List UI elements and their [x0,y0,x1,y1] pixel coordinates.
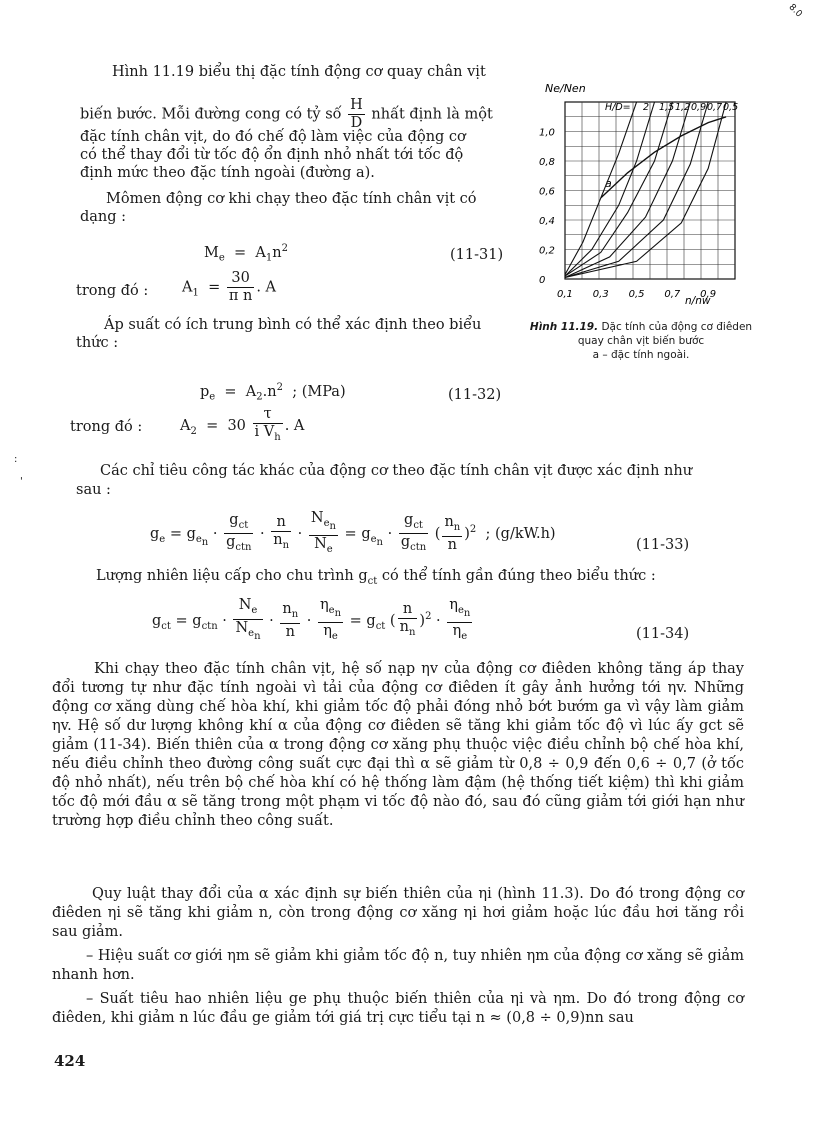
p1-line-3: đặc tính chân vịt, do đó chế độ làm việc của động cơ [80,129,466,145]
x-axis-label: n/nw [685,295,711,307]
paragraph-7: Quy luật thay đổi của α xác định sự biến thiên của ηi (hình 11.3). Do đó trong động cơ điêden ηi sẽ tăng khi giảm n, còn trong động cơ xăng ηi hơi giảm hoặc lúc đầu hơi tăng rồi sau giảm. [52,886,744,940]
y-tick-label: 0 [539,275,546,286]
curve-label: 1,5 [659,102,675,113]
p1-line-2: biến bước. Mỗi đường cong có tỷ số $\frac{H}{D}$ nhất định là một [80,97,493,131]
p3-line-2: thức : [76,335,119,351]
curve-label: 0,7 [707,102,723,113]
x-tick-label: 0,5 [628,289,645,300]
x-tick-label: 0,3 [592,289,609,300]
curve-header: H/D= [605,102,631,113]
p4-line-2: sau : [76,482,111,498]
curve-label: 0,5 [723,102,739,113]
y-tick-label: 0,8 [539,157,555,168]
y-tick-label: 1,0 [539,127,555,139]
equation-11-33-label: (11-33) [636,537,690,553]
equation-11-32-label: (11-32) [448,387,502,403]
equation-11-31: $M_e = A_1n^2$ [204,243,288,264]
x-tick-label: 0,1 [557,289,573,300]
margin-mark-2: ' [20,476,23,487]
p1-line-4: có thể thay đổi từ tốc độ ổn định nhỏ nhất tới tốc độ [80,147,464,163]
equation-11-34: $g_{ct} = g_{ctn}$ · $\frac{N_e}{N_{e_n}}$ · $\frac{n_n}{n}$ · $\frac{\eta_{e_n}}{\eta_e}$ = $g_{ct}$ ( $\frac{n}{n_n}$ )$^2$ · $\frac{\eta_{e_n}}{\eta_e}$ [152,597,471,642]
series-curve-2 [565,102,675,276]
equation-11-34-label: (11-34) [636,626,690,642]
y-axis-label: Ne/Nen [545,82,586,95]
equation-11-33: $g_e = g_{e_n}$ · $\frac{g_{ct}}{g_{ctn}}$ · $\frac{n}{n_n}$ · $\frac{N_{e_n}}{N_e}$ = $g_{e_n}$ · $\frac{g_{ct}}{g_{ctn}}$ ( $\frac{n_n}{n}$ )$^2$ ; (g/kW.h) [150,510,556,555]
p1-line-5: định mức theo đặc tính ngoài (đường a). [80,165,375,181]
paragraph-6: Khi chạy theo đặc tính chân vịt, hệ số nạp ηv của động cơ điêden không tăng áp thay đổi tương tự như đặc tính ngoài vì tải của động cơ điêden ít gây ảnh hưởng tới ηv. Những động cơ xăng dùng chế hòa khí, khi giảm tốc độ phải đóng nhỏ bớt bướm ga vì vậy làm giảm ηv. Hệ số dư lượng không khí α của động cơ điêden sẽ tăng khi giảm tốc độ vì lúc ấy gct sẽ giảm (11-34). Biến thiên của α trong động cơ xăng phụ thuộc việc điều chỉnh bộ chế hòa khí, nếu điều chỉnh theo đường công suất cực đại thì α sẽ giảm từ 0,8 ÷ 0,9 đến 0,6 ÷ 0,7 (ở tốc độ nhỏ nhất), nếu trên bộ chế hòa khí có hệ thống làm đậm (hệ thống tiết kiệm) thì khi giảm tốc độ mới đầu α sẽ tăng trong một phạm vi tốc độ nào đó, sau đó cũng giảm tới giới hạn như trường hợp điều chỉnh theo công suất. [52,661,744,829]
curve-label: 2 [643,102,650,113]
curve-label: 1,2 [675,102,691,113]
corner-mark: 8.0 [786,2,804,20]
series-curve-6 [601,117,726,198]
series-curve-5 [565,102,726,278]
paragraph-9: – Suất tiêu hao nhiên liệu ge phụ thuộc biến thiên của ηi và ηm. Do đó trong động cơ điêden, khi giảm n lúc đầu ge giảm tới giá trị cực tiểu tại n ≈ (0,8 ÷ 0,9)nn sau [52,991,744,1026]
y-tick-label: 0,4 [539,216,555,227]
where-1: trong đó : [76,283,149,299]
equation-11-31-label: (11-31) [450,247,504,263]
curve-label-a: a [605,177,612,190]
p2-line-2: dạng : [80,209,127,225]
p4-line-1: Các chỉ tiêu công tác khác của động cơ theo đặc tính chân vịt được xác định như [100,463,693,479]
x-tick-label: 0,9 [700,289,717,300]
paragraph-8: – Hiệu suất cơ giới ηm sẽ giảm khi giảm tốc độ n, tuy nhiên ηm của động cơ xăng sẽ giảm nhanh hơn. [52,948,744,983]
figure-11-19-chart [525,74,755,314]
x-tick-label: 0,7 [664,289,681,300]
y-tick-label: 0,2 [539,245,555,257]
figure-caption: Hình 11.19. Dặc tính của động cơ điêden quay chân vịt biến bước a – đặc tính ngoài. [529,321,753,361]
margin-mark-1: : [14,454,18,465]
p1-line-1: Hình 11.19 biểu thị đặc tính động cơ quay chân vịt [112,64,486,80]
equation-a1: $A_1$ = $\frac{30}{\text{π n}}$ . A [182,270,277,304]
series-curve-4 [565,102,708,278]
p3-line-1: Áp suất có ích trung bình có thể xác định theo biểu [104,317,482,333]
curve-label: 0,9 [691,102,707,113]
p2-line-1: Mômen động cơ khi chạy theo đặc tính chân vịt có [106,191,477,207]
where-2: trong đó : [70,419,143,435]
p5-line: Lượng nhiên liệu cấp cho chu trình $g_{ct}$ có thể tính gần đúng theo biểu thức : [96,568,656,587]
page-number: 424 [54,1052,86,1070]
equation-11-32: $p_e = A_2.n^2$ ; (MPa) [200,382,346,403]
equation-a2: $A_2 = 30$ $\frac{\tau}{i V_h}$ . A [180,406,305,443]
y-tick-label: 0,6 [539,186,555,198]
hd-fraction: $\frac{H}{D}$ [350,97,363,131]
